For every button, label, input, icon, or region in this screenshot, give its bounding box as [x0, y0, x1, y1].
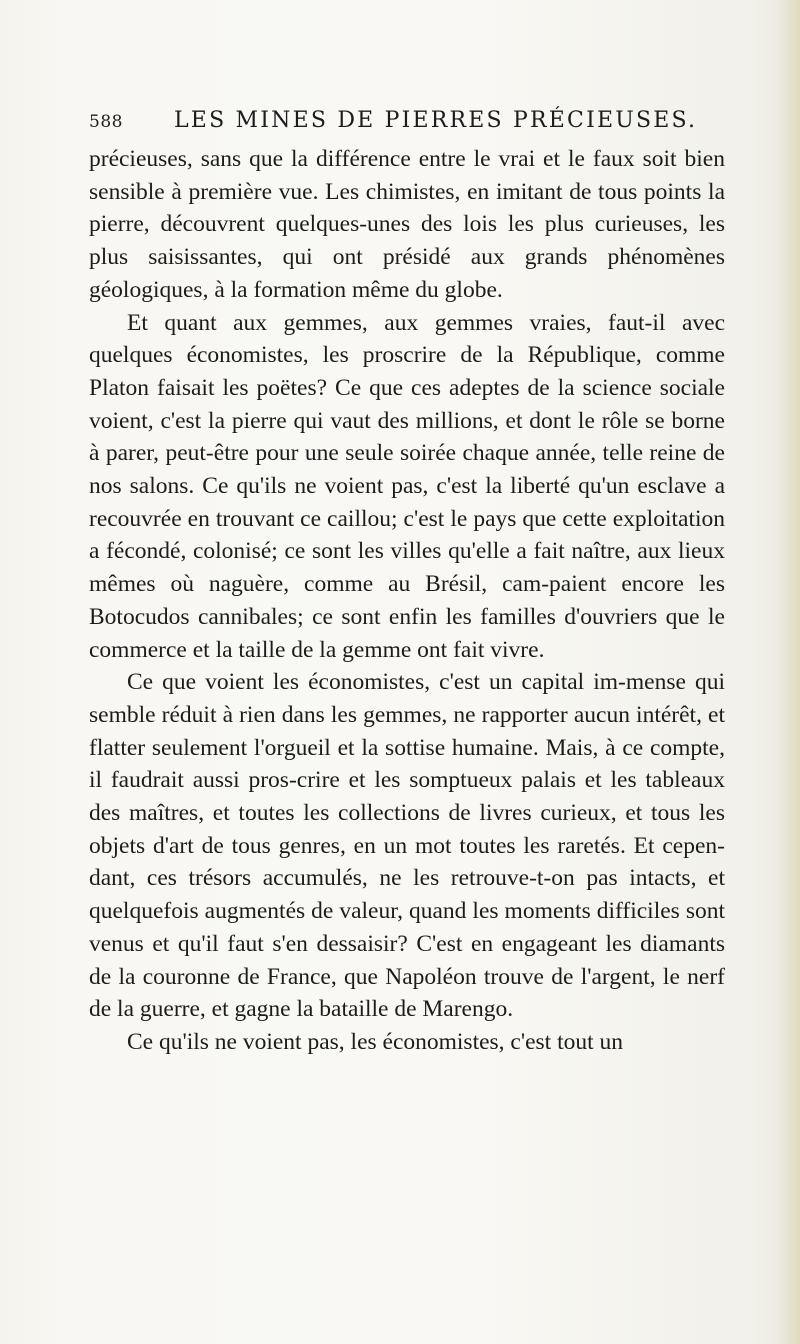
- paragraph-2: Et quant aux gemmes, aux gemmes vraies, faut-il avec quelques économistes, les proscrire de la République, comme Platon faisait les poëtes? Ce que ces adeptes de la science sociale voient, c'est la pierre qui vaut des millions, et dont le rôle se borne à parer, peut-être pour une seule soirée chaque année, telle reine de nos salons. Ce qu'ils ne voient pas, c'est la liberté qu'un esclave a recouvrée en trouvant ce caillou; c'est le pays que cette exploitation a fécondé, colonisé; ce sont les villes qu'elle a fait naître, aux lieux mêmes où naguère, comme au Brésil, cam-paient encore les Botocudos cannibales; ce sont enfin les familles d'ouvriers que le commerce et la taille de la gemme ont fait vivre.: [89, 309, 725, 663]
- paragraph-3: Ce que voient les économistes, c'est un capital im-mense qui semble réduit à rien dans les gemmes, ne rapporter aucun intérêt, et flatter seulement l'orgueil et la sottise humaine. Mais, à ce compte, il faudrait aussi pros-crire et les somptueux palais et les tableaux des maîtres, et toutes les collections de livres curieux, et tous les objets d'art de tous genres, en un mot toutes les raretés. Et cepen-dant, ces trésors accumulés, ne les retrouve-t-on pas intacts, et quelquefois augmentés de valeur, quand les moments difficiles sont venus et qu'il faut s'en dessaisir? C'est en engageant les diamants de la couronne de France, que Napoléon trouve de l'argent, le nerf de la guerre, et gagne la bataille de Marengo.: [89, 669, 725, 1023]
- running-header: [89, 107, 789, 137]
- paragraph-1: précieuses, sans que la différence entre le vrai et le faux soit bien sensible à première vue. Les chimistes, en imitant de tous points la pierre, découvrent quelques-unes des lois les plus curieuses, les plus saisissantes, qui ont présidé aux grands phénomènes géologiques, à la formation même du globe.: [89, 146, 725, 303]
- page-edge-shadow: [778, 0, 800, 1344]
- body-text: [89, 143, 725, 1059]
- page-number: 588: [89, 112, 123, 132]
- paragraph-4: Ce qu'ils ne voient pas, les économistes, c'est tout un: [127, 1028, 624, 1055]
- running-title: LES MINES DE PIERRES PRÉCIEUSES.: [174, 108, 698, 133]
